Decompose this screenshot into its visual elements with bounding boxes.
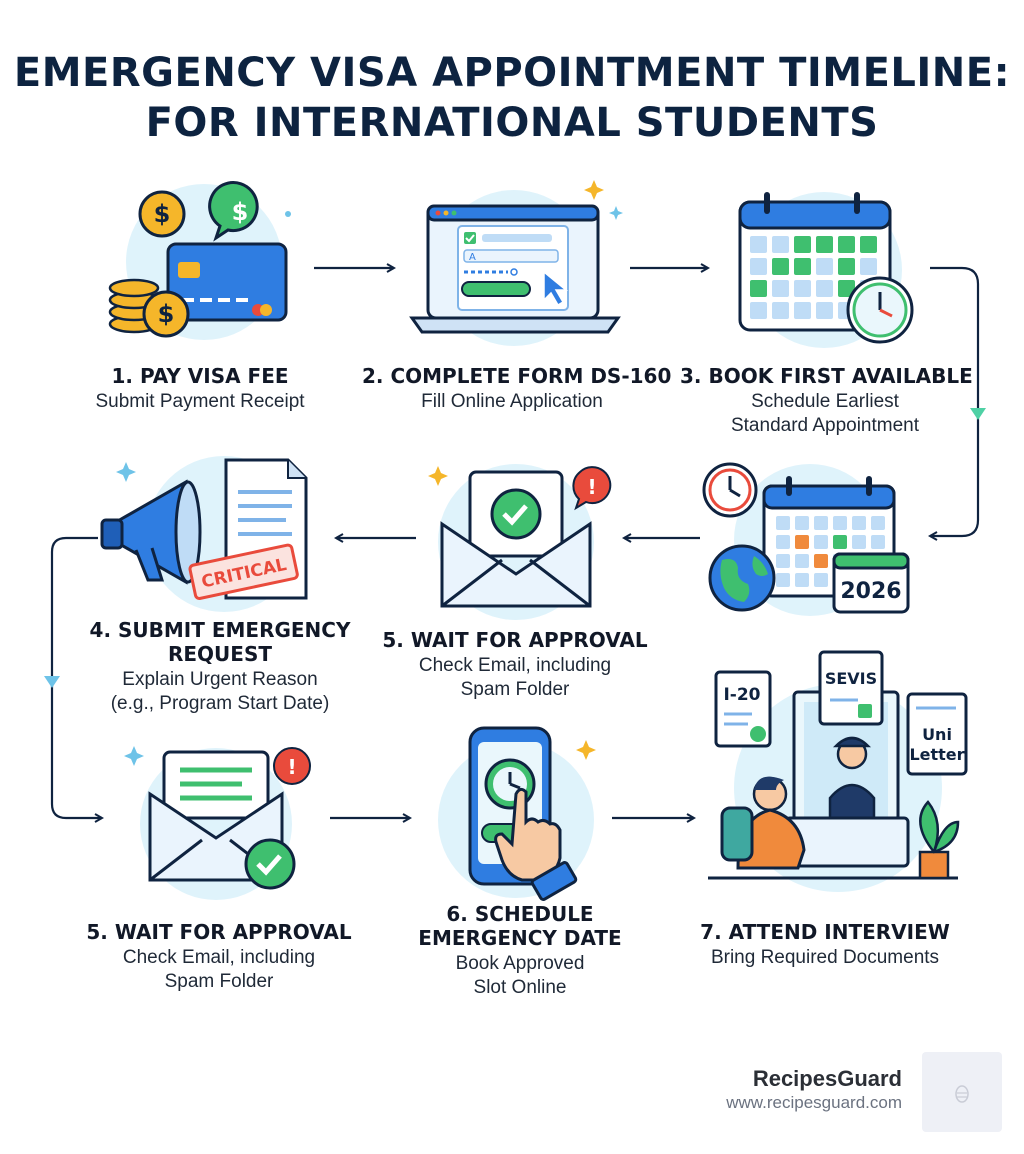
step-5a-subtext-line1: Check Email, including	[418, 655, 612, 676]
step-6-heading-line1: 6. SCHEDULE	[446, 902, 594, 926]
calendar-day-cell	[772, 280, 789, 297]
calendar-day-cell	[794, 280, 811, 297]
calendar-day-cell	[816, 258, 833, 275]
interview-icon	[708, 648, 978, 908]
calendar-year-text: 2026	[840, 579, 902, 604]
calendar-day-cell	[814, 516, 828, 530]
email-approval-icon	[420, 458, 620, 628]
step-5b-subtext-line1: Check Email, including	[122, 947, 316, 968]
calendar-day-cell	[816, 280, 833, 297]
step-6-subtext-line2: Slot Online	[473, 977, 567, 998]
calendar-day-cell	[776, 516, 790, 530]
calendar-day-cell	[838, 258, 855, 275]
step-4-caption	[70, 618, 370, 716]
step-5a-subtext-line2: Spam Folder	[460, 679, 570, 700]
title-line-1: EMERGENCY VISA APPOINTMENT TIMELINE:	[13, 50, 1011, 96]
calendar-day-cell	[814, 535, 828, 549]
calendar-day-cell	[794, 258, 811, 275]
calendar-day-cell	[795, 554, 809, 568]
calendar-day-cell	[794, 236, 811, 253]
calendar-day-cell	[814, 573, 828, 587]
laptop-form-icon	[404, 176, 624, 346]
step-6-caption	[380, 902, 660, 1000]
arrow-mid-marker-right	[970, 408, 986, 420]
calendar-day-cell	[833, 516, 847, 530]
calendar-day-cell	[794, 302, 811, 319]
calendar-day-cell	[776, 554, 790, 568]
calendar-day-cell	[871, 535, 885, 549]
title-line-2: FOR INTERNATIONAL STUDENTS	[145, 100, 879, 146]
step-5b-subtext-line2: Spam Folder	[164, 971, 274, 992]
step-6-subtext-line1: Book Approved	[455, 953, 585, 974]
calendar-day-cell	[772, 236, 789, 253]
bee-icon	[922, 1052, 1002, 1132]
calendar-day-cell	[772, 302, 789, 319]
svg-text:!: !	[287, 755, 297, 779]
step-2-caption	[362, 364, 672, 414]
critical-stamp-text: CRITICAL	[199, 554, 289, 593]
doc-sevis-text: SEVIS	[824, 669, 878, 688]
svg-text:$: $	[157, 300, 175, 328]
step-5a-caption	[370, 628, 660, 702]
calendar-day-cell	[776, 573, 790, 587]
svg-text:$: $	[153, 200, 171, 228]
calendar-day-cell	[772, 258, 789, 275]
phone-booking-icon	[430, 724, 610, 904]
doc-uni-text: Uni	[922, 725, 952, 744]
calendar-day-cell	[852, 516, 866, 530]
step-3-caption	[680, 364, 973, 438]
calendar-day-cell	[795, 573, 809, 587]
step-7-caption	[680, 920, 970, 970]
step-3-subtext-line1: Schedule Earliest	[751, 391, 899, 412]
step-5b-heading: 5. WAIT FOR APPROVAL	[86, 920, 352, 944]
calendar-day-cell	[860, 236, 877, 253]
step-6-heading-line2: EMERGENCY DATE	[418, 926, 622, 950]
calendar-day-cell	[852, 535, 866, 549]
calendar-day-cell	[814, 554, 828, 568]
calendar-day-cell	[776, 535, 790, 549]
step-1-caption	[70, 364, 330, 414]
calendar-day-cell	[833, 535, 847, 549]
step-7-subtext: Bring Required Documents	[710, 947, 940, 968]
step-7-heading: 7. ATTEND INTERVIEW	[700, 920, 950, 944]
step-4-subtext-line1: Explain Urgent Reason	[122, 669, 318, 690]
payment-icon	[100, 176, 300, 346]
doc-i20-text: I-20	[723, 685, 761, 705]
form-field-letter: A	[469, 252, 476, 263]
calendar-year-icon	[698, 460, 918, 620]
calendar-day-cell	[750, 280, 767, 297]
brand-block	[690, 1066, 902, 1114]
step-5a-heading: 5. WAIT FOR APPROVAL	[382, 628, 648, 652]
brand-url[interactable]: www.recipesguard.com	[726, 1093, 902, 1112]
doc-letter-text: Letter	[909, 745, 965, 764]
brand-logo-badge	[922, 1052, 1002, 1132]
envelope-check-icon	[120, 744, 320, 914]
step-2-subtext: Fill Online Application	[421, 391, 603, 412]
calendar-day-cell	[795, 535, 809, 549]
arrow-mid-marker-left	[44, 676, 60, 688]
calendar-day-cell	[750, 236, 767, 253]
calendar-day-cell	[816, 236, 833, 253]
step-3-heading: 3. BOOK FIRST AVAILABLE	[680, 364, 973, 388]
svg-text:!: !	[587, 475, 597, 499]
step-4-heading-line2: REQUEST	[167, 642, 272, 666]
calendar-day-cell	[860, 258, 877, 275]
step-5b-caption	[74, 920, 364, 994]
step-4-subtext-line2: (e.g., Program Start Date)	[110, 693, 330, 714]
calendar-day-cell	[750, 258, 767, 275]
calendar-day-cell	[838, 236, 855, 253]
calendar-day-cell	[816, 302, 833, 319]
calendar-clock-icon	[734, 184, 924, 354]
step-1-subtext: Submit Payment Receipt	[95, 391, 305, 412]
calendar-day-cell	[871, 516, 885, 530]
step-3-subtext-line2: Standard Appointment	[730, 415, 920, 436]
calendar-day-cell	[795, 516, 809, 530]
step-2-heading: 2. COMPLETE FORM DS-160	[362, 364, 672, 388]
megaphone-critical-icon	[96, 452, 326, 622]
step-4-heading-line1: 4. SUBMIT EMERGENCY	[89, 618, 351, 642]
calendar-day-cell	[750, 302, 767, 319]
brand-name: RecipesGuard	[752, 1066, 902, 1091]
step-1-heading: 1. PAY VISA FEE	[111, 364, 289, 388]
svg-text:$: $	[231, 198, 249, 226]
